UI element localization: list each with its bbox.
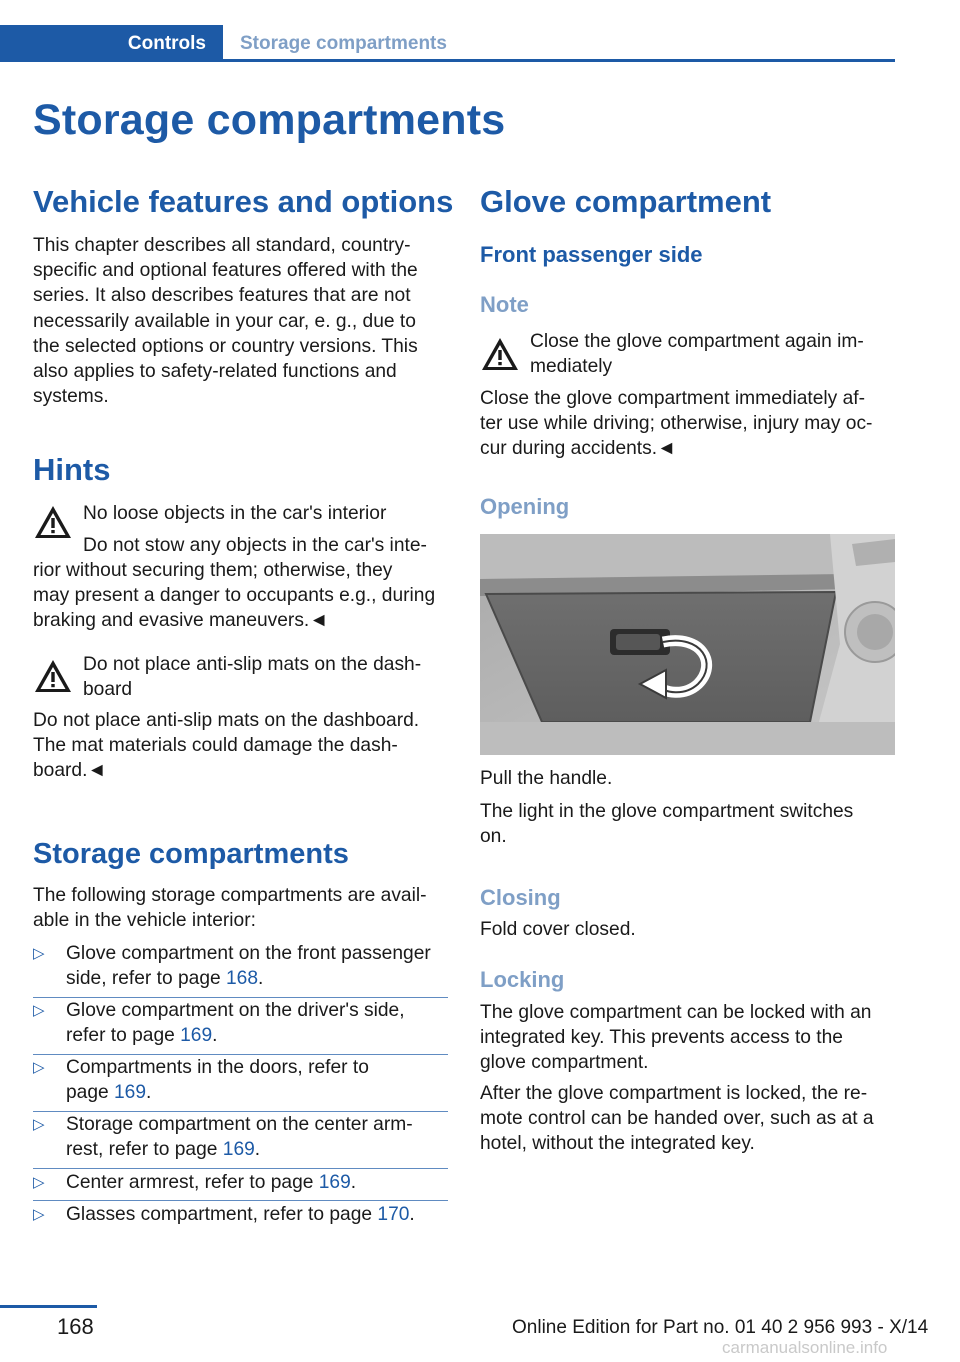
list-divider [33, 1200, 448, 1201]
warning-title: No loose objects in the car's interior [83, 503, 387, 524]
bullet-triangle-icon: ▷ [33, 1059, 45, 1076]
text-line: hotel, without the integrated key. [480, 1133, 755, 1155]
list-item-text [66, 1202, 451, 1227]
text-line: rest, refer to page [66, 1139, 223, 1161]
glove-compartment-illustration [480, 534, 895, 755]
tab-storage-compartments[interactable]: Storage compartments [240, 32, 447, 54]
text-line: Do not place anti-slip mats on the dash- [83, 654, 422, 675]
warning-title [530, 329, 864, 379]
list-divider [33, 997, 448, 998]
text-line: also applies to safety-related functions and [33, 361, 397, 383]
text-line: After the glove compartment is locked, the re- [480, 1083, 868, 1104]
text-line: board.◄ [33, 760, 107, 782]
text-line: side, refer to page [66, 968, 226, 990]
punctuation: . [350, 1172, 357, 1193]
text-line: glove compartment. [480, 1052, 649, 1074]
light-text [480, 799, 853, 849]
punctuation: . [258, 968, 264, 990]
tab-controls[interactable]: Controls [0, 25, 223, 62]
locking-heading: Locking [480, 967, 565, 992]
storage-compartments-heading: Storage compartments [33, 838, 349, 870]
vehicle-features-text [33, 233, 418, 409]
text-line: mediately [530, 356, 613, 378]
text-line: This chapter describes all standard, country- [33, 235, 411, 256]
page-link[interactable]: 169 [318, 1172, 351, 1193]
bullet-triangle-icon: ▷ [33, 1206, 45, 1223]
text-line: braking and evasive maneuvers.◄ [33, 610, 329, 632]
text-line: Glove compartment on the front passenger [66, 943, 431, 964]
text-line: Glasses compartment, refer to page [66, 1204, 378, 1225]
text-line: the selected options or country versions. This [33, 335, 418, 357]
closing-heading: Closing [480, 885, 561, 910]
text-line: specific and optional features offered with the [33, 260, 418, 282]
page-link[interactable]: 169 [180, 1025, 213, 1047]
page-link[interactable]: 168 [226, 968, 259, 990]
footer-rule [0, 1305, 97, 1308]
bullet-triangle-icon: ▷ [33, 1116, 45, 1133]
text-line: The mat materials could damage the dash- [33, 735, 398, 757]
text-line: Center armrest, refer to page [66, 1172, 319, 1193]
text-line: Glove compartment on the driver's side, [66, 1000, 405, 1021]
punctuation: . [254, 1139, 261, 1161]
warning-text-first-line: Do not stow any objects in the car's inte- [83, 535, 427, 556]
text-line: page [66, 1082, 115, 1104]
page-link[interactable]: 170 [377, 1204, 410, 1225]
warning-triangle-icon [33, 658, 73, 694]
edition-text: Online Edition for Part no. 01 40 2 956 993 - X/14 [512, 1317, 929, 1338]
text-line: Do not place anti-slip mats on the dashboard. [33, 710, 420, 731]
bullet-triangle-icon: ▷ [33, 945, 45, 962]
text-line: may present a danger to occupants e.g., during [33, 585, 436, 607]
list-item-text [66, 941, 451, 991]
list-item-text [66, 1112, 451, 1162]
text-line: The glove compartment can be locked with an [480, 1002, 872, 1023]
pull-handle-text: Pull the handle. [480, 768, 613, 789]
text-line: necessarily available in your car, e. g., due to [33, 310, 416, 332]
note-heading: Note [480, 292, 529, 317]
punctuation: . [409, 1204, 415, 1225]
list-item-text [66, 1170, 451, 1195]
list-divider [33, 1054, 448, 1055]
text-line: series. It also describes features that are not [33, 285, 411, 307]
warning-text [480, 386, 872, 462]
text-line: Close the glove compartment immediately af- [480, 388, 865, 409]
page-link[interactable]: 169 [222, 1139, 255, 1161]
list-item-text [66, 1055, 451, 1105]
watermark: carmanualsonline.info [722, 1338, 888, 1357]
text-line: able in the vehicle interior: [33, 910, 256, 932]
warning-text [33, 708, 419, 784]
text-line: Compartments in the doors, refer to [66, 1057, 369, 1078]
text-line: mote control can be handed over, such as at a [480, 1108, 874, 1130]
text-line: Storage compartment on the center arm- [66, 1114, 413, 1135]
text-line: on. [480, 826, 507, 848]
text-line: cur during accidents.◄ [480, 438, 677, 460]
warning-triangle-icon [33, 504, 73, 540]
page-link[interactable]: 169 [114, 1082, 147, 1104]
vehicle-features-heading: Vehicle features and options [33, 184, 454, 219]
punctuation: . [212, 1025, 218, 1047]
opening-heading: Opening [480, 494, 570, 519]
page-number: 168 [57, 1314, 94, 1339]
bullet-triangle-icon: ▷ [33, 1174, 45, 1191]
text-line: The light in the glove compartment switches [480, 801, 854, 822]
text-line: The following storage compartments are avail- [33, 885, 427, 906]
text-line: refer to page [66, 1025, 181, 1047]
after-locking-text [480, 1081, 874, 1157]
warning-triangle-icon [480, 336, 520, 372]
list-divider [33, 1168, 448, 1169]
text-line: Close the glove compartment again im- [530, 331, 864, 352]
warning-text [33, 558, 435, 634]
text-line: ter use while driving; otherwise, injury may oc- [480, 413, 873, 435]
text-line: rior without securing them; otherwise, they [33, 560, 393, 581]
list-divider [33, 1111, 448, 1112]
locking-text [480, 1000, 871, 1076]
bullet-triangle-icon: ▷ [33, 1002, 45, 1019]
closing-text: Fold cover closed. [480, 919, 636, 940]
text-line: integrated key. This prevents access to the [480, 1027, 843, 1049]
text-line: board [83, 679, 133, 701]
warning-title [83, 652, 421, 702]
hints-heading: Hints [33, 452, 111, 487]
storage-intro-text [33, 883, 427, 933]
front-passenger-heading: Front passenger side [480, 242, 703, 267]
page-title: Storage compartments [33, 96, 506, 144]
text-line: systems. [33, 386, 109, 408]
list-item-text [66, 998, 451, 1048]
punctuation: . [146, 1082, 152, 1104]
glove-compartment-heading: Glove compartment [480, 184, 772, 219]
